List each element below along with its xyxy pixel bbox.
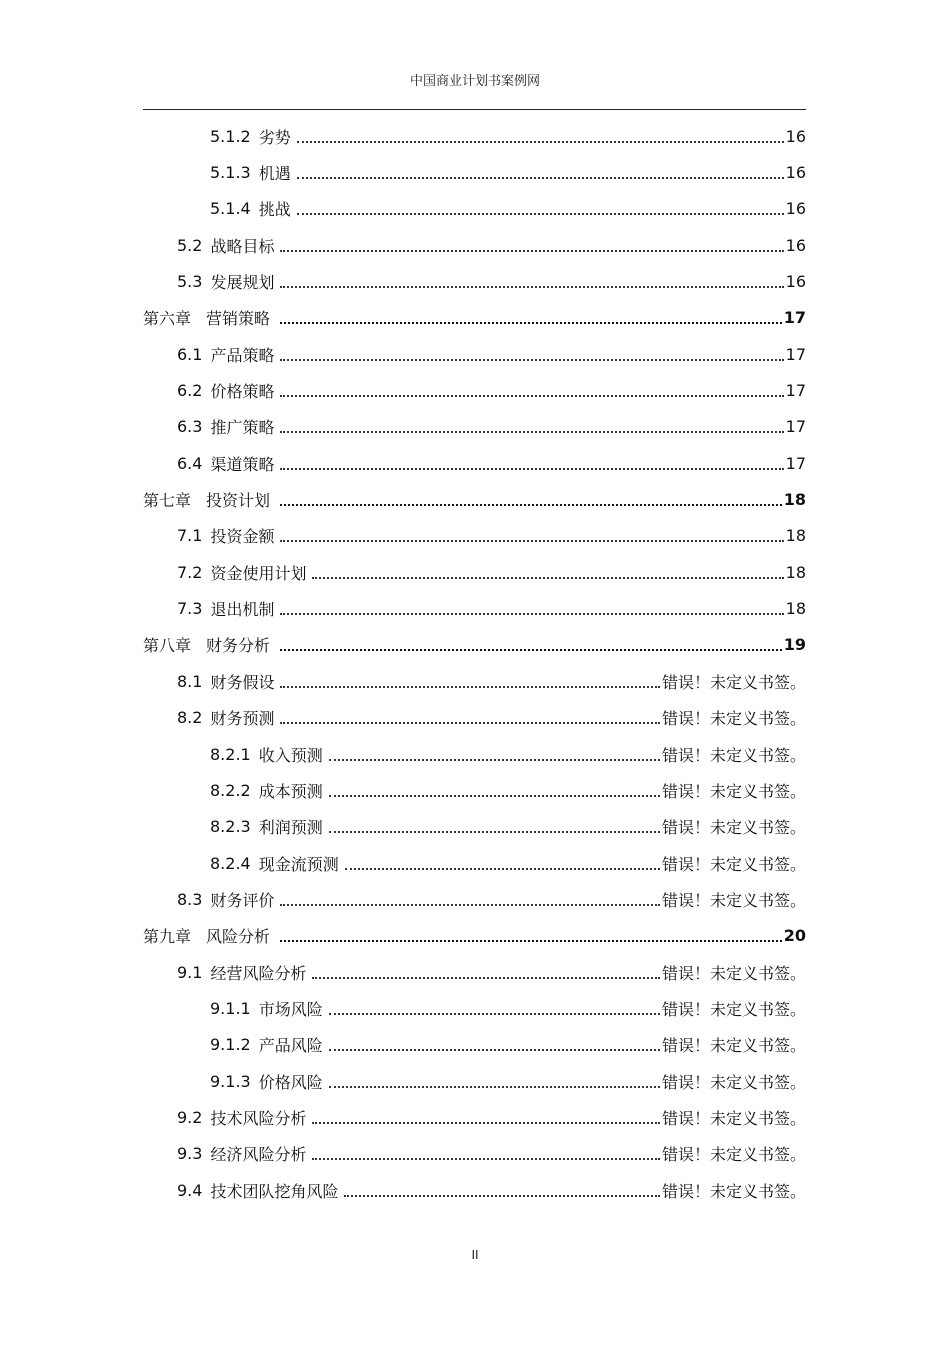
toc-entry-number: 第七章: [143, 491, 192, 511]
toc-entry-number: 6.4: [177, 453, 203, 473]
header-divider: [143, 109, 806, 110]
toc-dot-leader: [329, 758, 660, 761]
toc-entry-page: 错误！未定义书签。: [661, 781, 806, 801]
page-number: II: [471, 1248, 479, 1262]
toc-entry-page: 17: [785, 344, 806, 364]
toc-dot-leader: [280, 467, 783, 470]
toc-entry-page: 17: [785, 453, 806, 473]
toc-entry-number: 8.2: [177, 708, 203, 728]
toc-entry-number: 7.2: [177, 562, 203, 582]
toc-entry-title: 风险分析: [206, 927, 271, 947]
toc-entry-number: 5.3: [177, 272, 203, 292]
toc-entry-title: 资金使用计划: [210, 563, 307, 583]
toc-entry-page: 错误！未定义书签。: [661, 709, 806, 729]
toc-entry-number: 5.2: [177, 235, 203, 255]
toc-entry[interactable]: [143, 300, 806, 336]
toc-entry-number: 8.3: [177, 889, 203, 909]
toc-entry-title: 产品风险: [258, 1036, 323, 1056]
toc-entry-title: 渠道策略: [210, 454, 275, 474]
toc-entry[interactable]: [143, 1172, 806, 1208]
toc-entry-page: 19: [783, 635, 806, 655]
toc-dot-leader: [344, 1194, 660, 1197]
toc-entry-number: 8.2.3: [210, 817, 251, 837]
toc-entry[interactable]: [143, 263, 806, 299]
toc-dot-leader: [329, 1012, 660, 1015]
toc-entry-page: 错误！未定义书签。: [661, 890, 806, 910]
toc-entry-number: 6.3: [177, 417, 203, 437]
toc-dot-leader: [280, 358, 783, 361]
toc-entry-page: 20: [783, 926, 806, 946]
toc-entry[interactable]: [143, 1136, 806, 1172]
toc-entry-page: 16: [785, 235, 806, 255]
toc-entry[interactable]: [143, 809, 806, 845]
toc-entry-title: 劣势: [258, 127, 291, 147]
toc-entry[interactable]: [143, 154, 806, 190]
toc-entry-page: 错误！未定义书签。: [661, 745, 806, 765]
toc-entry-title: 价格策略: [210, 382, 275, 402]
toc-dot-leader: [280, 394, 783, 397]
toc-entry-page: 16: [785, 199, 806, 219]
toc-entry-number: 7.1: [177, 526, 203, 546]
toc-entry[interactable]: [143, 554, 806, 590]
toc-entry-page: 16: [785, 163, 806, 183]
toc-entry-title: 推广策略: [210, 418, 275, 438]
toc-entry[interactable]: [143, 336, 806, 372]
toc-entry-title: 财务评价: [210, 890, 275, 910]
toc-entry-page: 错误！未定义书签。: [661, 854, 806, 874]
toc-entry[interactable]: [143, 518, 806, 554]
toc-entry-title: 营销策略: [206, 309, 271, 329]
toc-entry-title: 现金流预测: [258, 854, 339, 874]
toc-entry[interactable]: [143, 881, 806, 917]
toc-entry-page: 错误！未定义书签。: [661, 1072, 806, 1092]
toc-entry-number: 第六章: [143, 309, 192, 329]
toc-entry-page: 错误！未定义书签。: [661, 1145, 806, 1165]
toc-entry-title: 投资计划: [206, 491, 271, 511]
toc-entry-title: 战略目标: [210, 236, 275, 256]
toc-entry-number: 9.1.2: [210, 1035, 251, 1055]
toc-entry-title: 成本预测: [258, 781, 323, 801]
toc-dot-leader: [280, 321, 782, 324]
toc-entry-page: 错误！未定义书签。: [661, 963, 806, 983]
toc-entry-title: 价格风险: [258, 1072, 323, 1092]
toc-dot-leader: [280, 903, 660, 906]
toc-entry[interactable]: [143, 409, 806, 445]
toc-entry-title: 财务假设: [210, 672, 275, 692]
toc-dot-leader: [280, 503, 782, 506]
toc-entry-number: 9.3: [177, 1144, 203, 1164]
toc-entry-page: 18: [785, 599, 806, 619]
toc-entry-page: 16: [785, 126, 806, 146]
toc-dot-leader: [312, 1157, 660, 1160]
toc-entry-title: 退出机制: [210, 600, 275, 620]
toc-entry-page: 错误！未定义书签。: [661, 1181, 806, 1201]
toc-entry[interactable]: [143, 372, 806, 408]
toc-entry-title: 挑战: [258, 200, 291, 220]
toc-entry[interactable]: [143, 481, 806, 517]
toc-entry[interactable]: [143, 445, 806, 481]
toc-dot-leader: [280, 430, 783, 433]
toc-dot-leader: [280, 249, 783, 252]
toc-entry-number: 8.2.2: [210, 780, 251, 800]
toc-entry-title: 收入预测: [258, 745, 323, 765]
toc-entry-number: 9.1.3: [210, 1071, 251, 1091]
toc-entry[interactable]: [143, 118, 806, 154]
toc-dot-leader: [345, 867, 660, 870]
toc-entry-page: 错误！未定义书签。: [661, 818, 806, 838]
toc-entry-page: 错误！未定义书签。: [661, 1108, 806, 1128]
toc-entry[interactable]: [143, 736, 806, 772]
toc-entry-page: 错误！未定义书签。: [661, 999, 806, 1019]
toc-entry-title: 发展规划: [210, 273, 275, 293]
page-header: 中国商业计划书案例网: [409, 74, 540, 89]
toc-dot-leader: [280, 939, 782, 942]
toc-entry-page: 18: [783, 490, 806, 510]
toc-entry[interactable]: [143, 627, 806, 663]
toc-dot-leader: [329, 794, 660, 797]
toc-entry[interactable]: [143, 918, 806, 954]
toc-entry-title: 技术风险分析: [210, 1108, 307, 1128]
toc-entry-page: 17: [785, 417, 806, 437]
toc-entry[interactable]: [143, 1027, 806, 1063]
toc-entry-number: 9.1.1: [210, 998, 251, 1018]
toc-dot-leader: [280, 285, 783, 288]
toc-entry-title: 经营风险分析: [210, 963, 307, 983]
toc-entry-number: 第九章: [143, 927, 192, 947]
toc-entry-title: 财务预测: [210, 709, 275, 729]
toc-dot-leader: [280, 721, 660, 724]
toc-entry[interactable]: [143, 227, 806, 263]
toc-dot-leader: [329, 830, 660, 833]
toc-entry-title: 财务分析: [206, 636, 271, 656]
toc-dot-leader: [280, 648, 782, 651]
toc-entry-page: 16: [785, 272, 806, 292]
toc-entry[interactable]: [143, 772, 806, 808]
toc-entry-number: 5.1.3: [210, 163, 251, 183]
toc-dot-leader: [297, 140, 784, 143]
toc-entry-number: 6.1: [177, 344, 203, 364]
toc-entry-number: 9.2: [177, 1107, 203, 1127]
toc-entry-page: 17: [783, 308, 806, 328]
toc-entry-number: 8.1: [177, 671, 203, 691]
toc-entry[interactable]: [143, 845, 806, 881]
toc-entry-title: 机遇: [258, 164, 291, 184]
toc-entry[interactable]: [143, 990, 806, 1026]
toc-entry[interactable]: [143, 663, 806, 699]
toc-entry-number: 8.2.1: [210, 744, 251, 764]
toc-dot-leader: [329, 1048, 660, 1051]
toc-dot-leader: [280, 685, 660, 688]
toc-entry-title: 投资金额: [210, 527, 275, 547]
toc-entry-page: 18: [785, 526, 806, 546]
toc-entry-title: 利润预测: [258, 818, 323, 838]
toc-entry-number: 第八章: [143, 636, 192, 656]
toc-dot-leader: [297, 212, 784, 215]
toc-dot-leader: [280, 612, 783, 615]
toc-entry-page: 错误！未定义书签。: [661, 1036, 806, 1056]
toc-dot-leader: [312, 1121, 660, 1124]
toc-dot-leader: [312, 576, 783, 579]
toc-entry[interactable]: [143, 1099, 806, 1135]
toc-entry-number: 5.1.4: [210, 199, 251, 219]
toc-entry-number: 9.1: [177, 962, 203, 982]
toc-dot-leader: [329, 1085, 660, 1088]
table-of-contents: [143, 118, 806, 1208]
toc-entry-title: 技术团队挖角风险: [210, 1181, 339, 1201]
toc-dot-leader: [280, 539, 783, 542]
toc-entry[interactable]: [143, 1063, 806, 1099]
toc-entry-page: 17: [785, 381, 806, 401]
toc-entry-number: 9.4: [177, 1180, 203, 1200]
toc-dot-leader: [297, 176, 784, 179]
toc-entry[interactable]: [143, 590, 806, 626]
toc-entry[interactable]: [143, 700, 806, 736]
toc-entry-number: 8.2.4: [210, 853, 251, 873]
toc-entry-number: 6.2: [177, 381, 203, 401]
toc-entry-title: 经济风险分析: [210, 1145, 307, 1165]
toc-entry-page: 18: [785, 562, 806, 582]
toc-entry-number: 7.3: [177, 599, 203, 619]
toc-entry-title: 市场风险: [258, 999, 323, 1019]
toc-entry-page: 错误！未定义书签。: [661, 672, 806, 692]
toc-entry[interactable]: [143, 954, 806, 990]
toc-entry-title: 产品策略: [210, 345, 275, 365]
toc-entry-number: 5.1.2: [210, 126, 251, 146]
toc-dot-leader: [312, 976, 660, 979]
toc-entry[interactable]: [143, 191, 806, 227]
